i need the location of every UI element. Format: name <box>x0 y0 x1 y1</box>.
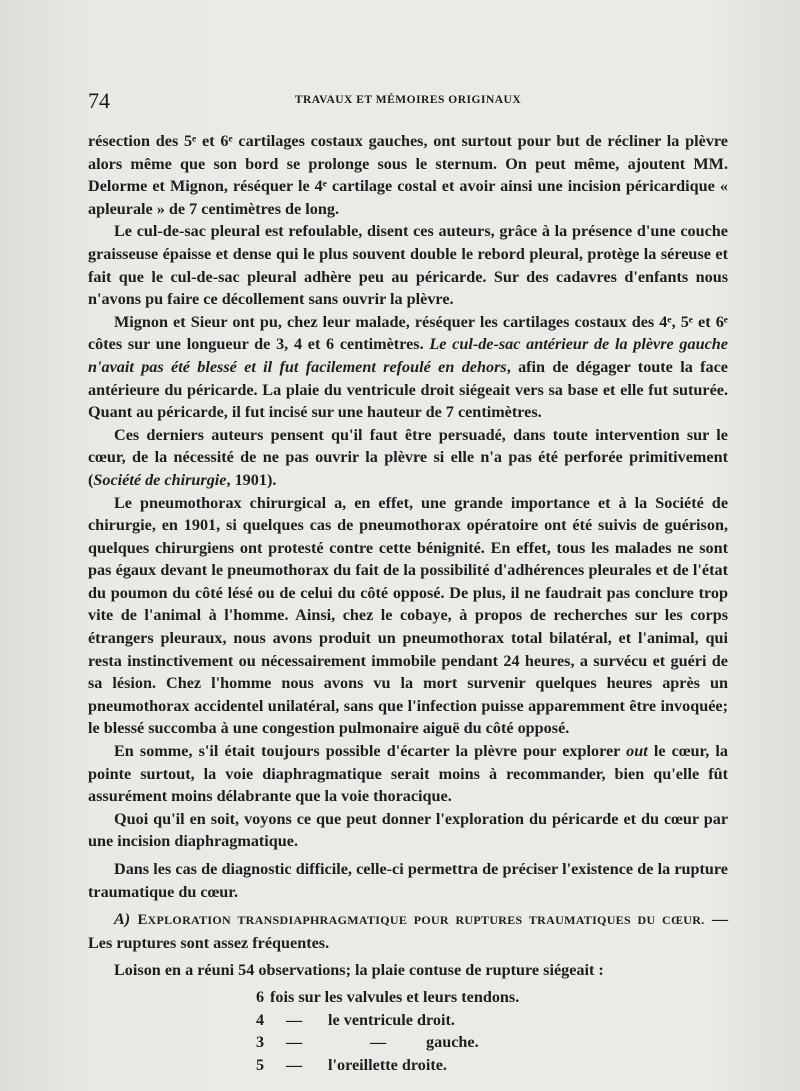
paragraph-3 <box>88 311 728 424</box>
list-text: l'oreillette droite. <box>328 1055 447 1074</box>
body-text <box>88 130 728 1076</box>
paragraph-4-text-b: , 1901). <box>226 470 277 489</box>
page-header <box>88 88 728 114</box>
paragraph-1: résection des 5ᵉ et 6ᵉ cartilages costaux gauches, ont surtout pour but de récliner la plèvre alors même que son bord se prolonge sous le sternum. On peut même, ajoutent MM. Delorme et Mignon, réséquer le 4ᵉ cartilage costal et avoir ainsi une incision péricardique « apleurale » de 7 centimètres de long. <box>88 132 728 218</box>
list-dash: — <box>286 1055 303 1074</box>
paragraph-5: Le pneumothorax chirurgical a, en effet, une grande importance et à la Société de chirurgie, en 1901, si quelques cas de pneumothorax opératoire ont été suivis de guérison, quelques chirurgiens ont protesté contre cette bénignité. En effet, tous les malades ne sont pas égaux devant le pneumothorax du fait de la possibilité d'adhérences pleurales et de l'état du poumon du côté lésé ou de celui du côté opposé. De plus, il ne faudrait pas conclure trop vite de l'animal à l'homme. Ainsi, chez le cobaye, à propos de recherches sur les corps étrangers pleuraux, nous avons produit un pneumothorax total bilatéral, et l'animal, qui resta instinctivement ou nécessairement immobile pendant 24 heures, a survécu et guéri de sa lésion. Chez l'homme nous avons vu la mort survenir quelques heures après un pneumothorax accidentel unilatéral, sans que l'infection puisse apparemment être invoquée; le blessé succomba à une congestion pulmonaire aiguë du côté opposé. <box>88 493 728 738</box>
section-label: A) <box>114 910 131 929</box>
paragraph-6-italic: out <box>626 742 648 761</box>
paragraph-4-italic: Société de chirurgie <box>93 470 227 489</box>
list-count: 3 <box>256 1033 265 1052</box>
list-item <box>88 986 728 1009</box>
rupture-location-list <box>88 986 728 1076</box>
paragraph-4-text-a: Ces derniers auteurs pensent qu'il faut être persuadé, dans toute intervention sur le cœur, de la nécessité de ne pas ouvrir la plèvre si elle n'a pas été perforée primitivement ( <box>88 425 728 489</box>
paragraph-3-text-b: , afin de dégager toute la face antérieure du péricarde. La plaie du ventricule droit siégeait vers sa base et elle fut suturée. Quant au péricarde, il fut incisé sur une hauteur de 7 centimètres. <box>88 357 728 422</box>
list-count: 5 <box>256 1055 265 1074</box>
paragraph-6-text-a: En somme, s'il était toujours possible d'écarter la plèvre pour explorer <box>114 742 627 761</box>
paragraph-9-text: — Les ruptures sont assez fréquentes. <box>88 910 729 952</box>
paragraph-6 <box>88 740 728 808</box>
running-title: TRAVAUX ET MÉMOIRES ORIGINAUX <box>294 94 522 106</box>
list-dash: — <box>370 1033 387 1052</box>
list-item <box>88 1054 728 1077</box>
section-heading-initial: E <box>137 912 148 929</box>
list-item <box>88 1009 728 1032</box>
page-number: 74 <box>88 88 110 113</box>
paragraph-8: Dans les cas de diagnostic difficile, celle-ci permettra de préciser l'existence de la rupture traumatique du cœur. <box>88 860 728 901</box>
paragraph-6-text-b: le cœur, la pointe surtout, la voie diaphragmatique serait moins à recommander, bien qu'elle fût assurément moins délabrante que la voie thoracique. <box>88 742 728 806</box>
paragraph-3-text-a: Mignon et Sieur ont pu, chez leur malade, réséquer les cartilages costaux des 4ᵉ, 5ᵉ et 6ᵉ côtes sur une longueur de 3, 4 et 6 centimètres. <box>88 312 728 354</box>
paragraph-2: Le cul-de-sac pleural est refoulable, disent ces auteurs, grâce à la présence d'une couche graisseuse épaisse et dense qui le plus souvent double le rebord pleural, protège la séreuse et fait que le cul-de-sac pleural adhère peu au péricarde. Sur des cadavres d'enfants nous n'avons pu faire ce décollement sans ouvrir la plèvre. <box>88 222 728 309</box>
list-count: 6 <box>256 987 265 1006</box>
paragraph-4 <box>88 424 728 492</box>
paragraph-7: Quoi qu'il en soit, voyons ce que peut donner l'exploration du péricarde et du cœur par une incision diaphragmatique. <box>88 809 728 851</box>
list-count: 4 <box>256 1010 265 1029</box>
list-text: fois sur les valvules et leurs tendons. <box>270 987 520 1006</box>
paragraph-3-italic: Le cul-de-sac antérieur de la plèvre gauche n'avait pas été blessé et il fut facilement refoulé en dehors <box>88 335 728 376</box>
list-text: le ventricule droit. <box>328 1010 455 1029</box>
list-text: gauche. <box>426 1033 479 1052</box>
list-dash: — <box>286 1033 303 1052</box>
section-heading: XPLORATION TRANSDIAPHRAGMATIQUE POUR RUPTURES TRAUMATIQUES DU CŒUR. <box>147 913 705 928</box>
list-item <box>88 1031 728 1054</box>
paragraph-10: Loison en a réuni 54 observations; la plaie contuse de rupture siégeait : <box>114 961 604 980</box>
paragraph-9 <box>88 908 728 954</box>
list-dash: — <box>286 1010 303 1029</box>
